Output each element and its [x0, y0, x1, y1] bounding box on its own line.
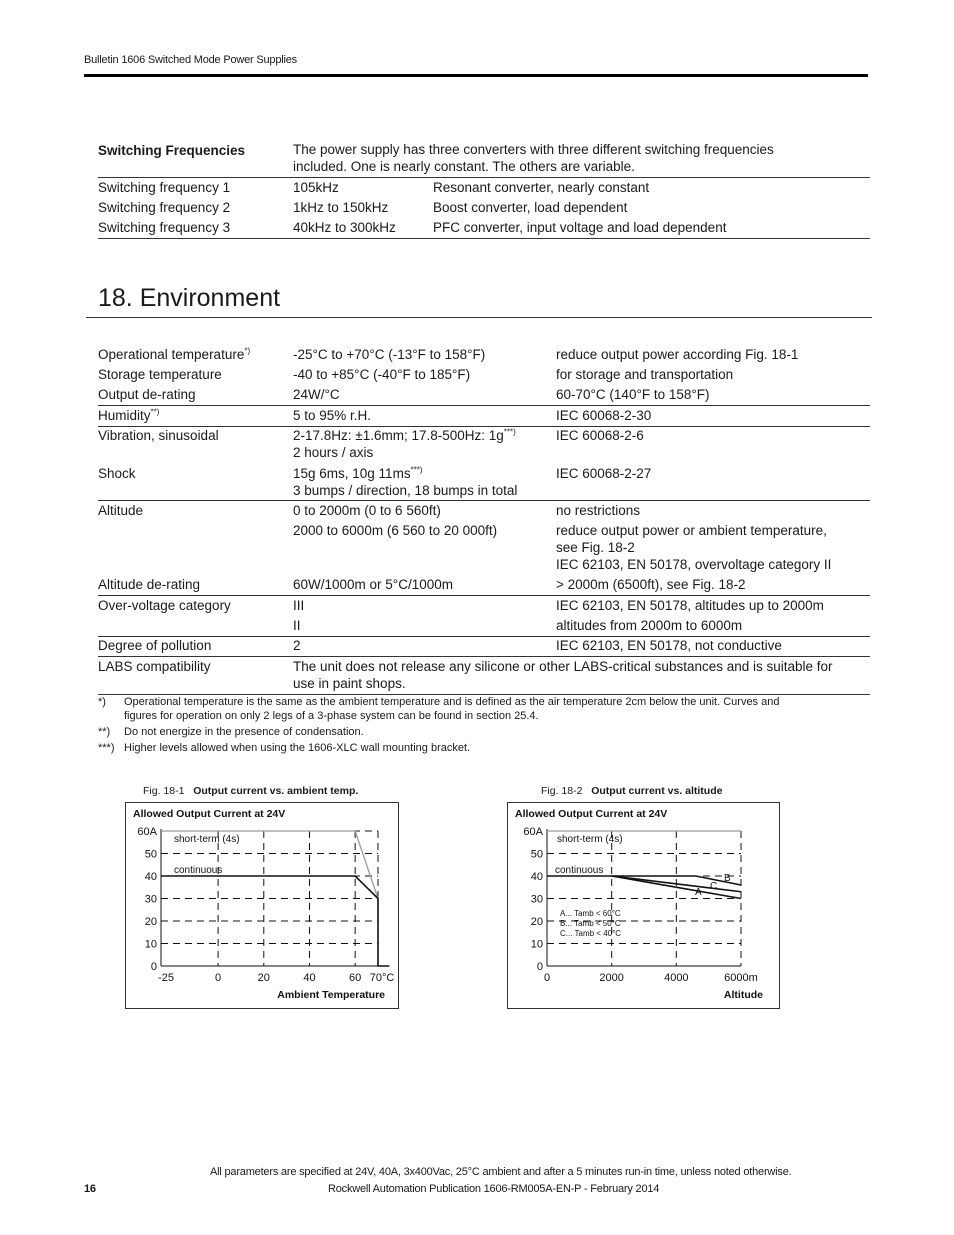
chart-output-vs-ambient	[125, 802, 399, 1009]
op-temp-note: reduce output power according Fig. 18-1	[556, 347, 799, 362]
op-temp-label	[98, 346, 250, 363]
legend-note: C... Tamb < 40°C	[560, 929, 622, 938]
legend-note: B... Tamb < 50°C	[560, 919, 621, 928]
y-tick-label: 50	[144, 848, 157, 861]
footnote-mark: **)	[150, 407, 160, 417]
overvoltage-value-2: II	[293, 618, 301, 633]
switch-row-note: PFC converter, input voltage and load dependent	[433, 220, 727, 235]
x-tick-label: 70°C	[369, 972, 395, 984]
figure-number: Fig. 18-1	[143, 785, 185, 797]
series-label: short-term (4s)	[174, 834, 240, 845]
derating-label: Output de-rating	[98, 387, 196, 402]
footnote-mark: **)	[98, 726, 111, 738]
humidity-value: 5 to 95% r.H.	[293, 408, 372, 423]
footnote-mark: ***)	[410, 465, 423, 475]
series-label: continuous	[174, 865, 223, 876]
y-tick-label: 10	[144, 938, 157, 951]
legend-note: A... Tamb < 60°C	[560, 909, 621, 918]
x-axis-label: Altitude	[723, 989, 763, 1001]
x-tick-label: 2000	[599, 972, 624, 984]
humidity-label	[98, 407, 159, 424]
running-header: Bulletin 1606 Switched Mode Power Supplies	[84, 54, 297, 66]
series-line	[612, 876, 741, 892]
shock-value-text: 15g 6ms, 10g 11ms	[293, 466, 411, 481]
page-number: 16	[84, 1183, 96, 1195]
humidity-note: IEC 60068-2-30	[556, 408, 652, 423]
derating-note: 60-70°C (140°F to 158°F)	[556, 387, 710, 402]
table-rule	[98, 238, 870, 239]
storage-value: -40 to +85°C (-40°F to 185°F)	[293, 367, 471, 382]
figure-title: Output current vs. altitude	[591, 785, 723, 797]
alt-derating-label: Altitude de-rating	[98, 577, 201, 592]
footnote-text: Do not energize in the presence of condensation.	[124, 726, 364, 738]
alt-derating-note: > 2000m (6500ft), see Fig. 18-2	[556, 577, 746, 592]
vibration-value-text: 2-17.8Hz: ±1.6mm; 17.8-500Hz: 1g	[293, 428, 504, 443]
footnote-text: figures for operation on only 2 legs of a 3-phase system can be found in section 25.4.	[124, 710, 539, 722]
switching-desc-2: included. One is nearly constant. The others are variable.	[293, 159, 635, 174]
switch-row-value: 1kHz to 150kHz	[293, 200, 389, 215]
footer-note: All parameters are specified at 24V, 40A, 3x400Vac, 25°C ambient and after a 5 minutes run-in time, unless noted otherwise.	[210, 1166, 792, 1178]
altitude-note-1: no restrictions	[556, 503, 641, 518]
storage-label: Storage temperature	[98, 367, 222, 382]
vibration-value-2: 2 hours / axis	[293, 445, 374, 460]
altitude-value-1: 0 to 2000m (0 to 6 560ft)	[293, 503, 441, 518]
vibration-label: Vibration, sinusoidal	[98, 428, 219, 443]
series-label: continuous	[555, 865, 604, 876]
op-temp-value: -25°C to +70°C (-13°F to 158°F)	[293, 347, 486, 362]
altitude-note-2c: IEC 62103, EN 50178, overvoltage category II	[556, 557, 832, 572]
overvoltage-value-1: III	[293, 598, 305, 613]
altitude-value-2: 2000 to 6000m (6 560 to 20 000ft)	[293, 523, 498, 538]
footnote-text: Higher levels allowed when using the 1606-XLC wall mounting bracket.	[124, 742, 471, 754]
altitude-label: Altitude	[98, 503, 144, 518]
figure-caption	[143, 785, 358, 797]
overvoltage-note-2: altitudes from 2000m to 6000m	[556, 618, 743, 633]
switching-desc-1: The power supply has three converters with three different switching frequencies	[293, 142, 774, 157]
switch-row-note: Boost converter, load dependent	[433, 200, 628, 215]
shock-value-2: 3 bumps / direction, 18 bumps in total	[293, 483, 518, 498]
footnote-text: Operational temperature is the same as the ambient temperature and is defined as the air temperature 2cm below the unit. Curves and	[124, 696, 780, 708]
labs-text-2: use in paint shops.	[293, 676, 406, 691]
x-tick-label: 0	[543, 972, 551, 984]
switching-label: Switching Frequencies	[98, 143, 246, 158]
footnote-mark: ***)	[98, 742, 115, 754]
y-tick-label: 0	[150, 961, 157, 973]
section-rule	[86, 317, 872, 318]
figure-title: Output current vs. ambient temp.	[193, 785, 359, 797]
series-label: B	[724, 873, 731, 884]
series-label: short-term (4s)	[557, 834, 623, 845]
altitude-note-2a: reduce output power or ambient temperature,	[556, 523, 827, 538]
labs-label: LABS compatibility	[98, 659, 211, 674]
y-tick-label: 10	[530, 938, 543, 951]
footnote-mark: *)	[244, 346, 251, 356]
alt-derating-value: 60W/1000m or 5°C/1000m	[293, 577, 453, 592]
y-tick-label: 20	[144, 916, 157, 928]
footnote-mark: *)	[98, 696, 106, 708]
shock-label: Shock	[98, 466, 136, 481]
footnote-mark: ***)	[503, 427, 516, 437]
y-tick-label: 30	[144, 893, 157, 906]
x-tick-label: 4000	[664, 972, 689, 984]
publication-info: Rockwell Automation Publication 1606-RM005A-EN-P - February 2014	[328, 1183, 660, 1195]
overvoltage-note-1: IEC 62103, EN 50178, altitudes up to 2000m	[556, 598, 824, 613]
table-rule	[98, 177, 870, 178]
derating-value: 24W/°C	[293, 387, 340, 402]
x-tick-label: 0	[215, 972, 222, 984]
switch-row-note: Resonant converter, nearly constant	[433, 180, 650, 195]
chart-subtitle: Allowed Output Current at 24V	[133, 808, 286, 820]
table-rule	[98, 405, 870, 406]
x-tick-label: 40	[303, 972, 316, 984]
altitude-note-2b: see Fig. 18-2	[556, 540, 635, 555]
table-rule	[98, 500, 870, 501]
switch-row-name: Switching frequency 1	[98, 180, 231, 195]
y-tick-label: 60A	[523, 826, 543, 838]
labs-text-1: The unit does not release any silicone or other LABS-critical substances and is suitable for	[293, 659, 833, 674]
op-temp-label-text: Operational temperature	[98, 347, 245, 362]
vibration-note: IEC 60068-2-6	[556, 428, 644, 443]
switch-row-name: Switching frequency 2	[98, 200, 231, 215]
switch-row-value: 40kHz to 300kHz	[293, 220, 396, 235]
pollution-note: IEC 62103, EN 50178, not conductive	[556, 638, 782, 653]
overvoltage-label: Over-voltage category	[98, 598, 231, 613]
y-tick-label: 60A	[137, 826, 157, 838]
storage-note: for storage and transportation	[556, 367, 734, 382]
shock-value	[293, 465, 423, 482]
y-tick-label: 0	[536, 961, 543, 973]
switch-row-value: 105kHz	[293, 180, 339, 195]
humidity-label-text: Humidity	[98, 408, 151, 423]
vibration-value	[293, 427, 516, 444]
y-tick-label: 20	[530, 916, 543, 928]
figure-caption	[541, 785, 722, 797]
figure-number: Fig. 18-2	[541, 785, 583, 797]
table-rule	[98, 656, 870, 657]
header-rule	[84, 74, 868, 77]
x-tick-label: 60	[349, 972, 362, 984]
table-rule	[98, 595, 870, 596]
y-tick-label: 30	[530, 893, 543, 906]
x-tick-label: 20	[257, 972, 270, 984]
chart-subtitle: Allowed Output Current at 24V	[515, 808, 668, 820]
y-tick-label: 40	[144, 871, 157, 883]
x-tick-label: 6000m	[724, 972, 758, 984]
series-label: A	[695, 887, 702, 898]
chart-output-vs-altitude	[507, 802, 780, 1009]
shock-note: IEC 60068-2-27	[556, 466, 652, 481]
x-tick-label: -25	[158, 972, 174, 984]
switch-row-name: Switching frequency 3	[98, 220, 231, 235]
pollution-label: Degree of pollution	[98, 638, 212, 653]
section-title: 18. Environment	[98, 284, 281, 312]
x-axis-label: Ambient Temperature	[277, 989, 385, 1001]
series-label: C	[710, 881, 718, 892]
y-tick-label: 40	[530, 871, 543, 883]
pollution-value: 2	[293, 638, 301, 653]
y-tick-label: 50	[530, 848, 543, 861]
